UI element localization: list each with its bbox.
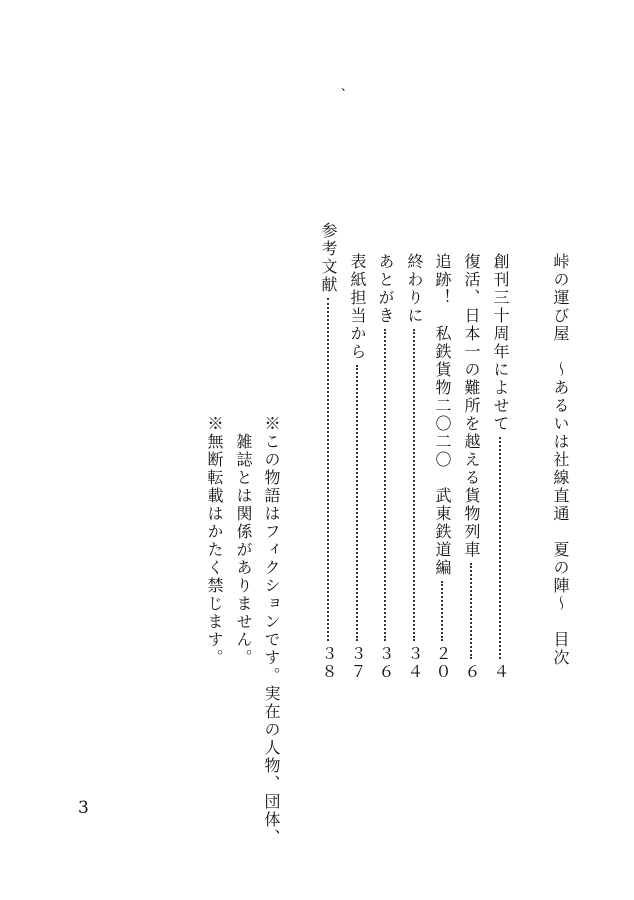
fiction-notice-line1: ※この物語はフィクションです。実在の人物、団体、 xyxy=(262,415,281,847)
toc-entry-title: 表紙担当から xyxy=(348,253,367,361)
toc-entry-page: ６ xyxy=(462,663,481,681)
toc-entry-title: あとがき xyxy=(376,253,395,325)
toc-entry xyxy=(432,253,452,681)
toc-leader-dots xyxy=(356,365,358,641)
toc-entry-page: ３７ xyxy=(348,645,367,681)
page-number: 3 xyxy=(78,798,89,818)
toc-entry xyxy=(490,253,510,681)
toc-entry-title: 追跡！ 私鉄貨物二〇二〇 武東鉄道編 xyxy=(433,253,452,577)
toc-entry-title: 創刊三十周年によせて xyxy=(491,253,510,433)
toc-entry xyxy=(347,253,367,681)
toc-entry-title: 終わりに xyxy=(405,253,424,325)
toc-entry-page: ４ xyxy=(491,663,510,681)
toc-leader-dots xyxy=(413,329,415,641)
toc-entry-page: ２０ xyxy=(433,645,452,681)
toc-entry xyxy=(404,253,424,681)
toc-leader-dots xyxy=(441,581,443,641)
toc-leader-dots xyxy=(499,437,501,659)
no-reprint-notice: ※無断転載はかたく禁じます。 xyxy=(205,415,224,667)
toc-entry-page: ３６ xyxy=(376,645,395,681)
toc-entry-page: ３８ xyxy=(319,645,338,681)
toc-leader-dots xyxy=(327,298,329,641)
toc-heading: 峠の運び屋 ～あるいは社線直通 夏の陣～ 目次 xyxy=(551,253,570,667)
toc-entry xyxy=(375,253,395,681)
toc-leader-dots xyxy=(470,563,472,659)
fiction-notice-line2: 雑誌とは関係がありません。 xyxy=(234,433,253,667)
stray-mark: 、 xyxy=(341,79,354,93)
toc-entry xyxy=(461,253,481,681)
toc-entry-title: 復活、日本一の難所を越える貨物列車 xyxy=(462,253,481,559)
toc-entry-page: ３４ xyxy=(405,645,424,681)
toc-entry-title: 参考文献 xyxy=(319,222,338,294)
toc-entry xyxy=(318,222,338,681)
toc-leader-dots xyxy=(384,329,386,641)
